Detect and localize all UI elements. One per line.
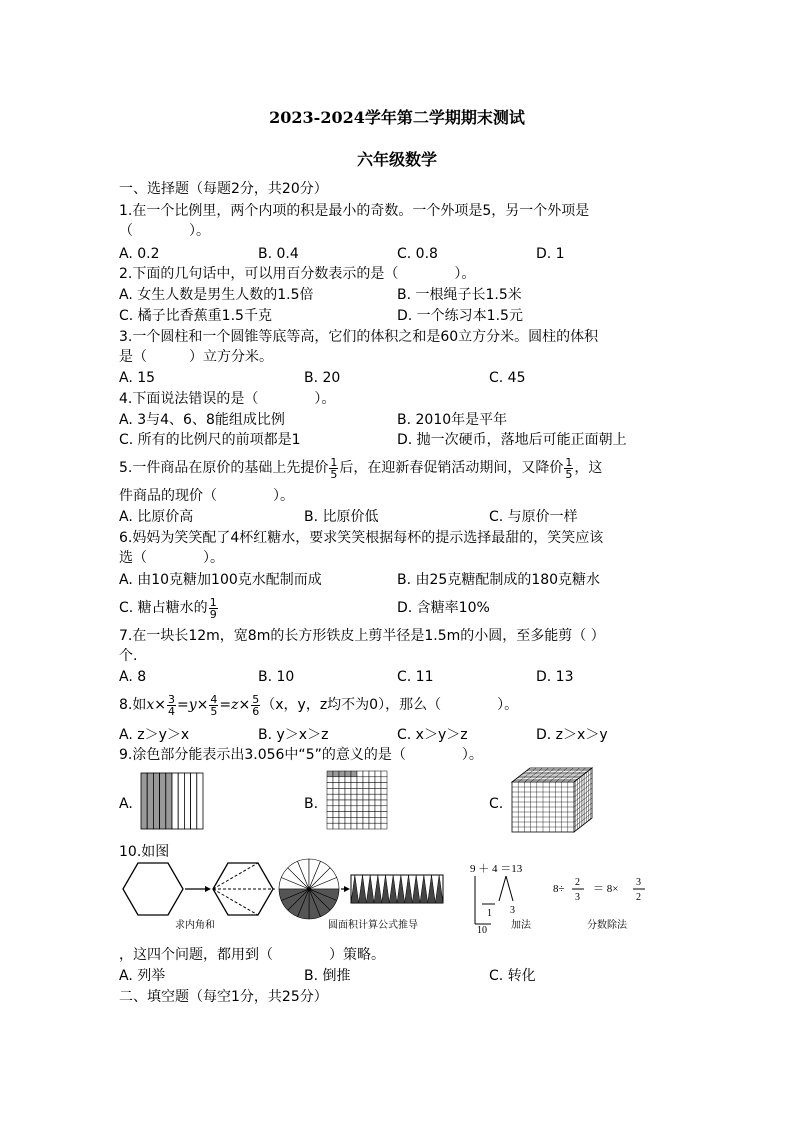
- hundredth-cell: [369, 823, 375, 829]
- hundredth-cell: [339, 817, 345, 823]
- hundredth-cell: [357, 817, 363, 823]
- addition-equation: 9 ＋ 4 ＝13: [470, 863, 523, 875]
- hundredth-cell: [333, 812, 339, 818]
- hundredth-cell: [375, 823, 381, 829]
- q9-figure-c-thousandths-cube: [508, 764, 596, 834]
- hundredth-cell: [327, 771, 333, 777]
- split-line-right: [506, 876, 513, 901]
- hundredth-cell: [381, 788, 387, 794]
- q1-stem-line1: 1.在一个比例里，两个内项的积是最小的奇数。一个外项是5，另一个外项是: [119, 203, 590, 219]
- q5-stem-line2: 件商品的现价（ ）。: [119, 488, 294, 504]
- hundredth-cell: [351, 777, 357, 783]
- q3-stem-line1: 3.一个圆柱和一个圆锥等底等高，它们的体积之和是60立方分米。圆柱的体积: [119, 329, 599, 345]
- q8-f2-num: 4: [210, 692, 218, 706]
- hundredth-cell: [357, 812, 363, 818]
- q8-suffix: （x，y，z均不为0），那么（ ）。: [261, 697, 519, 713]
- hundredth-cell: [357, 823, 363, 829]
- hundredth-cell: [333, 800, 339, 806]
- hundredth-cell: [381, 783, 387, 789]
- hundredth-cell: [327, 812, 333, 818]
- parallelogram-sectors-icon: [351, 875, 443, 903]
- q8-option-c: C. x＞y＞z: [397, 727, 468, 743]
- division-den-2: 2: [636, 892, 641, 903]
- q8-f3-num: 5: [252, 692, 260, 706]
- q2-option-c: C. 橘子比香蕉重1.5千克: [119, 308, 272, 324]
- q8-f2-den: 5: [210, 704, 218, 718]
- hundredth-cell: [339, 788, 345, 794]
- hundredth-cell: [363, 806, 369, 812]
- q3-option-b: B. 20: [304, 370, 341, 386]
- q5-frac2-numerator: 1: [565, 455, 573, 469]
- q4-option-a: A. 3与4、6、8能组成比例: [119, 412, 285, 428]
- hundredth-cell: [369, 788, 375, 794]
- hundredth-cell: [375, 783, 381, 789]
- hundredth-cell: [375, 771, 381, 777]
- q8-f3-den: 6: [252, 704, 260, 718]
- q6-option-c-text: C. 糖占糖水的: [119, 600, 208, 616]
- hundredth-cell: [345, 800, 351, 806]
- q1-option-d: D. 1: [536, 246, 565, 262]
- hundredth-cell: [333, 806, 339, 812]
- q8-times-1: ×: [154, 697, 166, 713]
- q5-fraction-1: [329, 457, 338, 480]
- q8-eq-1: =: [177, 697, 189, 713]
- q6-option-a: A. 由10克糖加100克水配制而成: [119, 572, 322, 588]
- tenth-strip: [184, 773, 190, 829]
- hundredth-cell: [351, 800, 357, 806]
- hundredth-cell: [327, 823, 333, 829]
- hundredth-cell: [339, 806, 345, 812]
- q8-option-a: A. z＞y＞x: [119, 727, 190, 743]
- hundredth-cell: [357, 800, 363, 806]
- q7-option-c: C. 11: [397, 669, 434, 685]
- hundredth-cell: [327, 806, 333, 812]
- hundredth-cell: [381, 806, 387, 812]
- q4-option-c: C. 所有的比例尺的前项都是1: [119, 432, 301, 448]
- hundredth-cell: [327, 777, 333, 783]
- section-1-heading: 一、选择题（每题2分，共20分）: [119, 181, 328, 197]
- q8-times-2: ×: [196, 697, 209, 713]
- hundredth-cell: [345, 794, 351, 800]
- q1-stem-line2: （ ）。: [119, 223, 210, 239]
- q8-var-x: x: [146, 697, 155, 713]
- hundredth-cell: [351, 812, 357, 818]
- addition-split-1: 1: [487, 908, 492, 919]
- q5-text-2: 后，在迎新春促销活动期间，又降价: [339, 460, 564, 476]
- q6-stem-line2: 选（ ）。: [119, 550, 224, 566]
- q8-fraction-2: [209, 694, 218, 717]
- q5-stem-line1: [119, 454, 602, 482]
- hundredth-cell: [381, 823, 387, 829]
- hundredth-cell: [369, 806, 375, 812]
- q3-option-a: A. 15: [119, 370, 156, 386]
- q8-fraction-1: [167, 694, 176, 717]
- q7-option-a: A. 8: [119, 669, 147, 685]
- hundredth-cell: [351, 771, 357, 777]
- division-den-1: 3: [575, 892, 580, 903]
- q9-option-a-label: A.: [119, 796, 133, 812]
- hundredth-cell: [333, 783, 339, 789]
- hundredth-cell: [369, 812, 375, 818]
- division-num-2: 3: [636, 877, 641, 888]
- tenth-strip: [178, 773, 184, 829]
- q6-frac-numerator: 1: [209, 595, 217, 609]
- hundredth-cell: [333, 823, 339, 829]
- q6-option-d: D. 含糖率10%: [397, 600, 490, 616]
- hundredth-cell: [345, 771, 351, 777]
- hundredth-cell: [381, 812, 387, 818]
- q7-option-d: D. 13: [536, 669, 574, 685]
- q9-option-b-label: B.: [304, 796, 319, 812]
- hundredth-cell: [339, 794, 345, 800]
- section-2-heading: 二、填空题（每空1分，共25分）: [119, 989, 328, 1005]
- sector-circle-icon: [279, 859, 339, 919]
- hundredth-cell: [333, 777, 339, 783]
- hundredth-cell: [345, 817, 351, 823]
- q10-stem: 10.如图: [119, 844, 170, 860]
- q2-option-a: A. 女生人数是男生人数的1.5倍: [119, 287, 314, 303]
- q6-option-b: B. 由25克糖配制成的180克糖水: [397, 572, 601, 588]
- hundredth-cell: [327, 788, 333, 794]
- hundredth-cell: [357, 783, 363, 789]
- arrow-2-head-icon: [344, 886, 350, 892]
- caption-fraction-division: 分数除法: [587, 920, 627, 931]
- hundredth-cell: [357, 806, 363, 812]
- hundredth-cell: [345, 823, 351, 829]
- hundredth-cell: [339, 777, 345, 783]
- hundredth-cell: [381, 771, 387, 777]
- hundredth-cell: [381, 777, 387, 783]
- q9-stem: 9.涂色部分能表示出3.056中“5”的意义的是（ ）。: [119, 747, 483, 763]
- q9-figure-b-hundredths: [326, 770, 390, 830]
- hundredth-cell: [363, 794, 369, 800]
- q2-option-d: D. 一个练习本1.5元: [397, 308, 523, 324]
- hundredth-cell: [339, 823, 345, 829]
- hundredth-cell: [381, 794, 387, 800]
- tenth-strip: [191, 773, 197, 829]
- q8-option-d: D. z＞x＞y: [536, 727, 608, 743]
- tenth-strip: [153, 773, 159, 829]
- q5-option-a: A. 比原价高: [119, 509, 194, 525]
- q4-option-d: D. 抛一次硬币，落地后可能正面朝上: [397, 432, 627, 448]
- q8-stem: [119, 690, 518, 720]
- hundredth-cell: [363, 817, 369, 823]
- hundredth-cell: [363, 800, 369, 806]
- division-eq: ＝ 8×: [593, 883, 619, 895]
- tenth-strip: [166, 773, 172, 829]
- split-line-left: [499, 876, 506, 901]
- q8-fraction-3: [251, 694, 260, 717]
- hundredth-cell: [339, 800, 345, 806]
- hundredth-cell: [369, 800, 375, 806]
- hundredth-cell: [363, 783, 369, 789]
- tenth-strip: [141, 773, 147, 829]
- q4-stem: 4.下面说法错误的是（ ）。: [119, 391, 336, 407]
- addition-ten: 10: [477, 925, 487, 936]
- q5-text-3: ，这: [574, 460, 603, 476]
- hexagon-icon: [123, 863, 183, 915]
- caption-addition: 加法: [511, 920, 531, 931]
- q5-fraction-2: [564, 457, 573, 480]
- hundredth-cell: [375, 777, 381, 783]
- hundredth-cell: [375, 812, 381, 818]
- hundredth-cell: [351, 823, 357, 829]
- division-num-1: 2: [575, 877, 580, 888]
- q5-frac1-denominator: 5: [330, 467, 338, 481]
- q5-option-b: B. 比原价低: [304, 509, 379, 525]
- q6-fraction: [209, 597, 218, 620]
- q3-option-c: C. 45: [489, 370, 526, 386]
- q9-figure-a-tenths: [140, 772, 204, 830]
- hundredth-cell: [381, 817, 387, 823]
- hundredth-cell: [339, 783, 345, 789]
- hundredth-cell: [351, 788, 357, 794]
- hundredth-cell: [339, 771, 345, 777]
- caption-interior-angle: 求内角和: [175, 920, 215, 931]
- q10-stem-tail: ，这四个问题，都用到（ ）策略。: [119, 947, 385, 963]
- hundredth-cell: [333, 794, 339, 800]
- exam-title: 2023-2024学年第二学期期末测试: [269, 108, 525, 127]
- q8-option-b: B. y＞x＞z: [258, 727, 329, 743]
- hundredth-cell: [375, 788, 381, 794]
- hundredth-cell: [345, 806, 351, 812]
- q1-option-a: A. 0.2: [119, 246, 160, 262]
- addition-split-3: 3: [510, 905, 515, 916]
- q8-var-z: z: [231, 697, 239, 713]
- q1-option-c: C. 0.8: [397, 246, 438, 262]
- q3-stem-line2: 是（ ）立方分米。: [119, 349, 273, 365]
- hundredth-cell: [357, 794, 363, 800]
- hundredth-cell: [333, 788, 339, 794]
- q8-f1-num: 3: [168, 692, 175, 706]
- division-left: 8÷: [553, 883, 565, 895]
- hundredth-cell: [345, 777, 351, 783]
- hundredth-cell: [363, 771, 369, 777]
- hundredth-cell: [351, 783, 357, 789]
- q1-option-b: B. 0.4: [258, 246, 299, 262]
- hundredth-cell: [363, 812, 369, 818]
- hundredth-cell: [381, 800, 387, 806]
- hundredth-cell: [369, 794, 375, 800]
- hundredth-cell: [363, 823, 369, 829]
- hundredth-cell: [327, 800, 333, 806]
- q6-option-c: [119, 594, 219, 622]
- q8-f1-den: 4: [168, 704, 175, 718]
- tenth-strip: [160, 773, 166, 829]
- caption-circle-area: 圆面积计算公式推导: [328, 920, 418, 931]
- hundredth-cell: [369, 771, 375, 777]
- hundredth-cell: [357, 788, 363, 794]
- q5-option-c: C. 与原价一样: [489, 509, 578, 525]
- hundredth-cell: [375, 817, 381, 823]
- q9-option-c-label: C.: [489, 796, 504, 812]
- hundredth-cell: [333, 817, 339, 823]
- hundredth-cell: [345, 812, 351, 818]
- q8-var-y: y: [188, 697, 197, 713]
- hundredth-cell: [363, 777, 369, 783]
- q8-times-3: ×: [238, 697, 251, 713]
- hundredth-cell: [369, 817, 375, 823]
- q10-option-a: A. 列举: [119, 968, 166, 984]
- q5-frac2-denominator: 5: [565, 467, 573, 481]
- hundredth-cell: [327, 783, 333, 789]
- q10-option-b: B. 倒推: [304, 968, 351, 984]
- q8-eq-2: =: [219, 697, 232, 713]
- q10-option-c: C. 转化: [489, 968, 536, 984]
- hundredth-cell: [375, 806, 381, 812]
- q5-text-1: 5.一件商品在原价的基础上先提价: [119, 460, 329, 476]
- hundredth-cell: [333, 771, 339, 777]
- q7-option-b: B. 10: [258, 669, 295, 685]
- q2-stem: 2.下面的几句话中，可以用百分数表示的是（ ）。: [119, 266, 476, 282]
- hundredth-cell: [345, 783, 351, 789]
- q4-option-b: B. 2010年是平年: [397, 412, 508, 428]
- hundredth-cell: [351, 794, 357, 800]
- hundredth-cell: [339, 812, 345, 818]
- hundredth-cell: [327, 817, 333, 823]
- q7-stem-line2: 个.: [119, 648, 138, 664]
- tenth-strip: [197, 773, 203, 829]
- q2-option-b: B. 一根绳子长1.5米: [397, 287, 522, 303]
- tenth-strip: [147, 773, 153, 829]
- q5-frac1-numerator: 1: [330, 455, 338, 469]
- hundredth-cell: [351, 806, 357, 812]
- hundredth-cell: [369, 783, 375, 789]
- q6-stem-line1: 6.妈妈为笑笑配了4杯红糖水，要求笑笑根据每杯的提示选择最甜的，笑笑应该: [119, 530, 604, 546]
- hundredth-cell: [327, 794, 333, 800]
- hundredth-cell: [351, 817, 357, 823]
- hundredth-cell: [357, 777, 363, 783]
- q10-strategy-figure: [115, 856, 675, 936]
- arrow-head-icon: [205, 886, 211, 892]
- hundredth-cell: [357, 771, 363, 777]
- hundredth-cell: [369, 777, 375, 783]
- q7-stem-line1: 7.在一块长12m，宽8m的长方形铁皮上剪半径是1.5m的小圆，至多能剪（ ）: [119, 628, 605, 644]
- hundredth-cell: [345, 788, 351, 794]
- tenth-strip: [172, 773, 178, 829]
- q6-frac-denominator: 9: [209, 607, 217, 621]
- exam-subtitle: 六年级数学: [356, 150, 437, 169]
- q8-prefix: 8.如: [119, 697, 147, 713]
- hundredth-cell: [363, 788, 369, 794]
- hundredth-cell: [375, 794, 381, 800]
- hundredth-cell: [375, 800, 381, 806]
